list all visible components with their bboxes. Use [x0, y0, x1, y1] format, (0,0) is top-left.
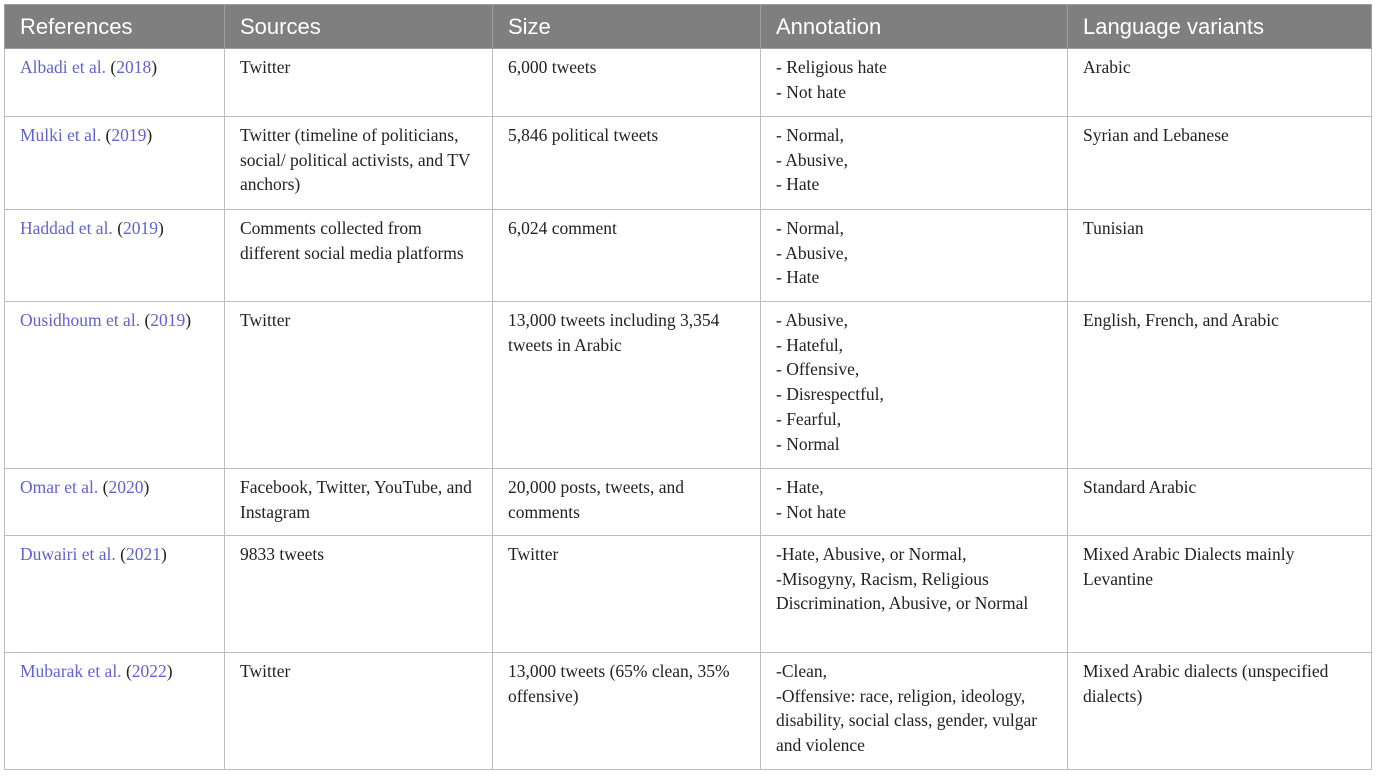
annotation-item: - Disrespectful,	[776, 384, 884, 405]
reference-author-link[interactable]: Mubarak et al.	[20, 661, 122, 681]
reference-year-link[interactable]: 2019	[123, 218, 159, 238]
size-cell: 6,000 tweets	[493, 49, 761, 117]
annotation-item: - Fearful,	[776, 408, 842, 429]
annotation-cell	[761, 469, 1068, 536]
language-cell: Standard Arabic	[1068, 469, 1372, 536]
reference-cell: Albadi et al. (2018)	[5, 49, 225, 117]
header-row	[5, 5, 1372, 49]
annotation-cell	[761, 210, 1068, 302]
header-language-variants: Language variants	[1068, 5, 1372, 49]
reference-year-link[interactable]: 2022	[131, 661, 167, 681]
reference-cell: Haddad et al. (2019)	[5, 210, 225, 302]
source-cell: Comments collected from different social media platforms	[225, 210, 493, 302]
annotation-item: - Hate	[776, 174, 820, 195]
references-table	[4, 4, 1372, 770]
annotation-item: - Normal,	[776, 125, 845, 145]
annotation-item: - Religious hate	[776, 57, 887, 77]
reference-cell: Duwairi et al. (2021)	[5, 536, 225, 653]
header-size: Size	[493, 5, 761, 49]
size-cell: 13,000 tweets (65% clean, 35% offensive)	[493, 653, 761, 770]
annotation-item: - Hate,	[776, 477, 824, 497]
reference-author-link[interactable]: Mulki et al.	[20, 125, 102, 145]
annotation-item: - Abusive,	[776, 242, 848, 263]
annotation-item: - Offensive,	[776, 359, 860, 380]
header-sources: Sources	[225, 5, 493, 49]
annotation-item: -Clean,	[776, 661, 828, 681]
reference-author-link[interactable]: Omar et al.	[20, 477, 99, 497]
reference-year-link[interactable]: 2019	[150, 310, 186, 330]
table-row	[5, 302, 1372, 469]
size-cell: 5,846 political tweets	[493, 117, 761, 210]
reference-year-link[interactable]: 2018	[116, 57, 152, 77]
reference-year-link[interactable]: 2020	[108, 477, 144, 497]
reference-author-link[interactable]: Albadi et al.	[20, 57, 107, 77]
language-cell: Arabic	[1068, 49, 1372, 117]
annotation-item: - Hate	[776, 267, 820, 288]
reference-cell: Omar et al. (2020)	[5, 469, 225, 536]
table-row	[5, 469, 1372, 536]
reference-cell: Mubarak et al. (2022)	[5, 653, 225, 770]
reference-cell: Ousidhoum et al. (2019)	[5, 302, 225, 469]
annotation-item: - Hateful,	[776, 334, 844, 355]
annotation-item: - Abusive,	[776, 149, 848, 170]
annotation-cell	[761, 302, 1068, 469]
annotation-item: - Abusive,	[776, 310, 848, 330]
reference-author-link[interactable]: Haddad et al.	[20, 218, 113, 238]
source-cell: Facebook, Twitter, YouTube, and Instagram	[225, 469, 493, 536]
annotation-cell	[761, 536, 1068, 653]
annotation-item: - Not hate	[776, 501, 846, 522]
annotation-item: -Hate, Abusive, or Normal,	[776, 544, 967, 564]
reference-year-link[interactable]: 2019	[111, 125, 147, 145]
source-cell: Twitter	[225, 653, 493, 770]
annotation-item: - Normal,	[776, 218, 845, 238]
annotation-item: - Not hate	[776, 81, 846, 102]
annotation-item: -Misogyny, Racism, Religious Discrimination, Abusive, or Normal	[776, 568, 1029, 614]
annotation-cell	[761, 49, 1068, 117]
annotation-cell	[761, 653, 1068, 770]
source-cell: Twitter	[225, 302, 493, 469]
reference-cell: Mulki et al. (2019)	[5, 117, 225, 210]
table-row	[5, 536, 1372, 653]
size-cell: 6,024 comment	[493, 210, 761, 302]
annotation-item: -Offensive: race, religion, ideology, disability, social class, gender, vulgar and violence	[776, 685, 1038, 756]
source-cell: Twitter (timeline of politicians, social/ political activists, and TV anchors)	[225, 117, 493, 210]
language-cell: Syrian and Lebanese	[1068, 117, 1372, 210]
language-cell: Tunisian	[1068, 210, 1372, 302]
reference-author-link[interactable]: Ousidhoum et al.	[20, 310, 141, 330]
table-row	[5, 210, 1372, 302]
header-references: References	[5, 5, 225, 49]
size-cell: 13,000 tweets including 3,354 tweets in Arabic	[493, 302, 761, 469]
source-cell: 9833 tweets	[225, 536, 493, 653]
annotation-cell	[761, 117, 1068, 210]
language-cell: Mixed Arabic dialects (unspecified dialects)	[1068, 653, 1372, 770]
reference-author-link[interactable]: Duwairi et al.	[20, 544, 116, 564]
source-cell: Twitter	[225, 49, 493, 117]
table-row	[5, 117, 1372, 210]
header-annotation: Annotation	[761, 5, 1068, 49]
table-row	[5, 49, 1372, 117]
annotation-item: - Normal	[776, 433, 840, 454]
size-cell: 20,000 posts, tweets, and comments	[493, 469, 761, 536]
reference-year-link[interactable]: 2021	[125, 544, 161, 564]
language-cell: English, French, and Arabic	[1068, 302, 1372, 469]
size-cell: Twitter	[493, 536, 761, 653]
language-cell: Mixed Arabic Dialects mainly Levantine	[1068, 536, 1372, 653]
table-row	[5, 653, 1372, 770]
